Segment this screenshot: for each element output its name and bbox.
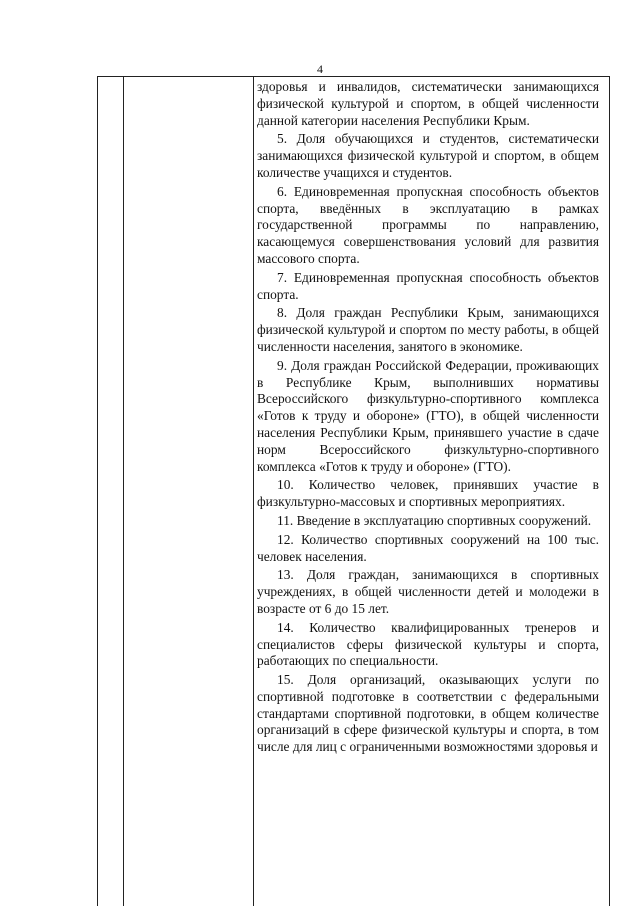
indicator-item: 6. Единовременная пропускная способность объектов спорта, введённых в эксплуатацию в рамках государственной программы по направлению, касающемуся совершенствования условий для развития массового спорта. — [257, 183, 599, 266]
indicator-item: 5. Доля обучающихся и студентов, систематически занимающихся физической культурой и спортом, в общем количестве учащихся и студентов. — [257, 131, 599, 180]
indicator-item: 13. Доля граждан, занимающихся в спортивных учреждениях, в общей численности детей и молодежи в возрасте от 6 до 15 лет. — [257, 567, 599, 616]
indicator-item: 9. Доля граждан Российской Федерации, проживающих в Республике Крым, выполнивших нормативы Всероссийского физкультурно-спортивного комплекса «Готов к труду и обороне» (ГТО), в общей численности населения Республики Крым, принявшего участие в сдаче норм Всероссийского физкультурно-спортивного комплекса «Готов к труду и обороне» (ГТО). — [257, 357, 599, 474]
indicator-item: 8. Доля граждан Республики Крым, занимающихся физической культурой и спортом по месту работы, в общей численности населения, занятого в экономике. — [257, 305, 599, 354]
continuation-paragraph: здоровья и инвалидов, систематически занимающихся физической культурой и спортом, в общей численности данной категории населения Республики Крым. — [257, 79, 599, 128]
indicator-item: 14. Количество квалифицированных тренеров и специалистов сферы физической культуры и спорта, работающих по специальности. — [257, 619, 599, 669]
indicator-item: 7. Единовременная пропускная способность объектов спорта. — [257, 269, 599, 302]
indicators-cell — [257, 79, 599, 758]
page-number: 4 — [317, 62, 323, 76]
indicator-item: 15. Доля организаций, оказывающих услуги по спортивной подготовке в соответствии с федеральными стандартами спортивной подготовки, в общем количестве организаций в сфере физической культуры и спорта, в том числе для лиц с ограниченными возможностями здоровья и — [257, 672, 599, 755]
indicator-item: 11. Введение в эксплуатацию спортивных сооружений. — [277, 512, 592, 528]
indicator-item: 10. Количество человек, принявших участие в физкультурно-массовых и спортивных мероприятиях. — [257, 477, 599, 510]
column-divider-1 — [123, 77, 124, 906]
column-divider-2 — [253, 77, 254, 906]
indicator-item: 12. Количество спортивных сооружений на 100 тыс. человек населения. — [257, 531, 599, 564]
